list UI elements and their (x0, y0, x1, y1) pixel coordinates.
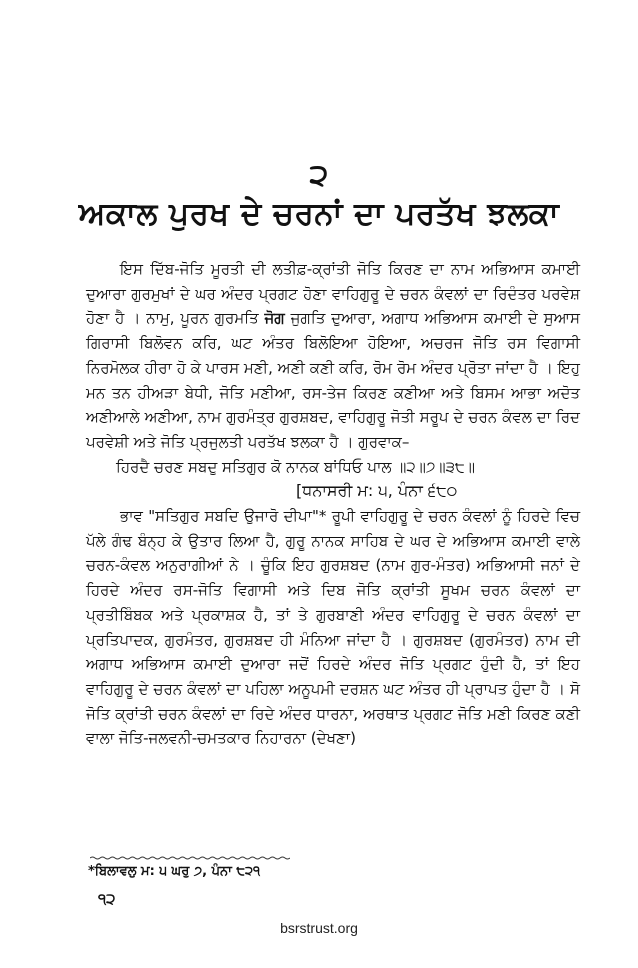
page-number: ੧੨ (98, 890, 116, 908)
website-watermark: bsrstrust.org (280, 920, 358, 936)
scripture-reference: [ਧਨਾਸਰੀ ਮ: ੫, ਪੰਨਾ ੬੮੦ (296, 481, 458, 501)
paragraph-1-part-2: ਜੁਗਤਿ ਦੁਆਰਾ, ਅਗਾਧ ਅਭਿਆਸ ਕਮਾਈ ਦੇ ਸੁਆਸ ਗਿਰਾਸੀ ਬਿਲੋਵਨ ਕਰਿ, ਘਟ ਅੰਤਰ ਬਿਲੋਇਆ ਹੋਇਆ, ਅਚਰਜ ਜੋਤਿ ਰਸ ਵਿਗਾਸੀ ਨਿਰਮੋਲਕ ਹੀਰਾ ਹੋ ਕੇ ਪਾਰਸ ਮਣੀ, ਅਣੀ ਕਣੀ ਕਰਿ, ਰੋਮ ਰੋਮ ਅੰਦਰ ਪ੍ਰੋਤਾ ਜਾਂਦਾ ਹੈ । ਇਹੁ ਮਨ ਤਨ ਹੀਅੜਾ ਬੇਧੀ, ਜੋਤਿ ਮਣੀਆ, ਰਸ-ਤੇਜ ਕਿਰਣ ਕਣੀਆ ਅਤੇ ਬਿਸਮ ਆਭਾ ਅਦੋਤ ਅਣੀਆਲੇ ਅਣੀਆ, ਨਾਮ ਗੁਰਮੰਤ੍ਰ ਗੁਰਸ਼ਬਦ, ਵਾਹਿਗੁਰੂ ਜੋਤੀ ਸਰੂਪ ਦੇ ਚਰਨ ਕੰਵਲ ਦਾ ਰਿਦ ਪਰਵੇਸ਼ੀ ਅਤੇ ਜੋਤਿ ਪ੍ਰਜੁਲਤੀ ਪਰਤੱਖ ਝਲਕਾ ਹੈ । ਗੁਰਵਾਕ– (86, 309, 580, 451)
paragraph-1-part-1: ਇਸ ਦਿੱਬ-ਜੋਤਿ ਮੂਰਤੀ ਦੀ ਲਤੀਫ਼-ਕ੍ਰਾਂਤੀ ਜੋਤਿ ਕਿਰਣ ਦਾ ਨਾਮ ਅਭਿਆਸ ਕਮਾਈ ਦੁਆਰਾ ਗੁਰਮੁਖਾਂ ਦੇ ਘਰ ਅੰਦਰ ਪ੍ਰਗਟ ਹੋਣਾ ਵਾਹਿਗੁਰੂ ਦੇ ਚਰਨ ਕੰਵਲਾਂ ਦਾ ਰਿਦੰਤਰ ਪਰਵੇਸ਼ ਹੋਣਾ ਹੈ । ਨਾਮੁ, ਪੂਰਨ ਗੁਰਮਤਿ (86, 260, 580, 328)
footnote: *ਬਿਲਾਵਲੁ ਮ: ੫ ਘਰੁ ੭, ਪੰਨਾ ੮੨੧ (88, 864, 261, 879)
body-text (86, 257, 580, 751)
scripture-quote: ਹਿਰਦੈ ਚਰਣ ਸਬਦੁ ਸਤਿਗੁਰ ਕੋ ਨਾਨਕ ਬਾਂਧਿਓ ਪਾਲ ॥੨॥੭॥੩੮॥ (116, 457, 475, 476)
paragraph-2: ਭਾਵ "ਸਤਿਗੁਰ ਸਬਦਿ ਉਜਾਰੋ ਦੀਪਾ"* ਰੂਪੀ ਵਾਹਿਗੁਰੂ ਦੇ ਚਰਨ ਕੰਵਲਾਂ ਨੂੰ ਹਿਰਦੇ ਵਿਚ ਪੱਲੇ ਗੰਢ ਬੰਨ੍ਹ ਕੇ ਉਤਾਰ ਲਿਆ ਹੈ, ਗੁਰੂ ਨਾਨਕ ਸਾਹਿਬ ਦੇ ਘਰ ਦੇ ਅਭਿਆਸ ਕਮਾਈ ਵਾਲੇ ਚਰਨ-ਕੰਵਲ ਅਨੁਰਾਗੀਆਂ ਨੇ । ਚੂੰਕਿ ਇਹ ਗੁਰਸ਼ਬਦ (ਨਾਮ ਗੁਰ-ਮੰਤਰ) ਅਭਿਆਸੀ ਜਨਾਂ ਦੇ ਹਿਰਦੇ ਅੰਦਰ ਰਸ-ਜੋਤਿ ਵਿਗਾਸੀ ਅਤੇ ਦਿਬ ਜੋਤਿ ਕ੍ਰਾਂਤੀ ਸੂਖਮ ਚਰਨ ਕੰਵਲਾਂ ਦਾ ਪ੍ਰਤੀਬਿੰਬਕ ਅਤੇ ਪ੍ਰਕਾਸ਼ਕ ਹੈ, ਤਾਂ ਤੇ ਗੁਰਬਾਣੀ ਅੰਦਰ ਵਾਹਿਗੁਰੂ ਦੇ ਚਰਨ ਕੰਵਲਾਂ ਦਾ ਪ੍ਰਤਿਪਾਦਕ, ਗੁਰਮੰਤਰ, ਗੁਰਸ਼ਬਦ ਹੀ ਮੰਨਿਆ ਜਾਂਦਾ ਹੈ । ਗੁਰਸ਼ਬਦ (ਗੁਰਮੰਤਰ) ਨਾਮ ਦੀ ਅਗਾਧ ਅਭਿਆਸ ਕਮਾਈ ਦੁਆਰਾ ਜਦੋਂ ਹਿਰਦੇ ਅੰਦਰ ਜੋਤਿ ਪ੍ਰਗਟ ਹੁੰਦੀ ਹੈ, ਤਾਂ ਇਹ ਵਾਹਿਗੁਰੂ ਦੇ ਚਰਨ ਕੰਵਲਾਂ ਦਾ ਪਹਿਲਾ ਅਨੂਪਮੀ ਦਰਸ਼ਨ ਘਟ ਅੰਤਰ ਹੀ ਪ੍ਰਾਪਤ ਹੁੰਦਾ ਹੈ । ਸੋ ਜੋਤਿ ਕ੍ਰਾਂਤੀ ਚਰਨ ਕੰਵਲਾਂ ਦਾ ਰਿਦੇ ਅੰਦਰ ਧਾਰਨਾ, ਅਰਥਾਤ ਪ੍ਰਗਟ ਜੋਤਿ ਮਣੀ ਕਿਰਣ ਕਣੀ ਵਾਲਾ ਜੋਤਿ-ਜਲਵਨੀ-ਚਮਤਕਾਰ ਨਿਹਾਰਨਾ (ਦੇਖਣਾ) (86, 507, 580, 748)
chapter-number: ੨ (309, 158, 329, 193)
emphasized-word: ਜੋਗ (264, 309, 285, 328)
chapter-title: ਅਕਾਲ ਪੁਰਖ ਦੇ ਚਰਨਾਂ ਦਾ ਪਰਤੱਖ ਝਲਕਾ (78, 196, 560, 232)
paragraph-1 (86, 257, 580, 455)
footnote-divider (90, 856, 290, 860)
